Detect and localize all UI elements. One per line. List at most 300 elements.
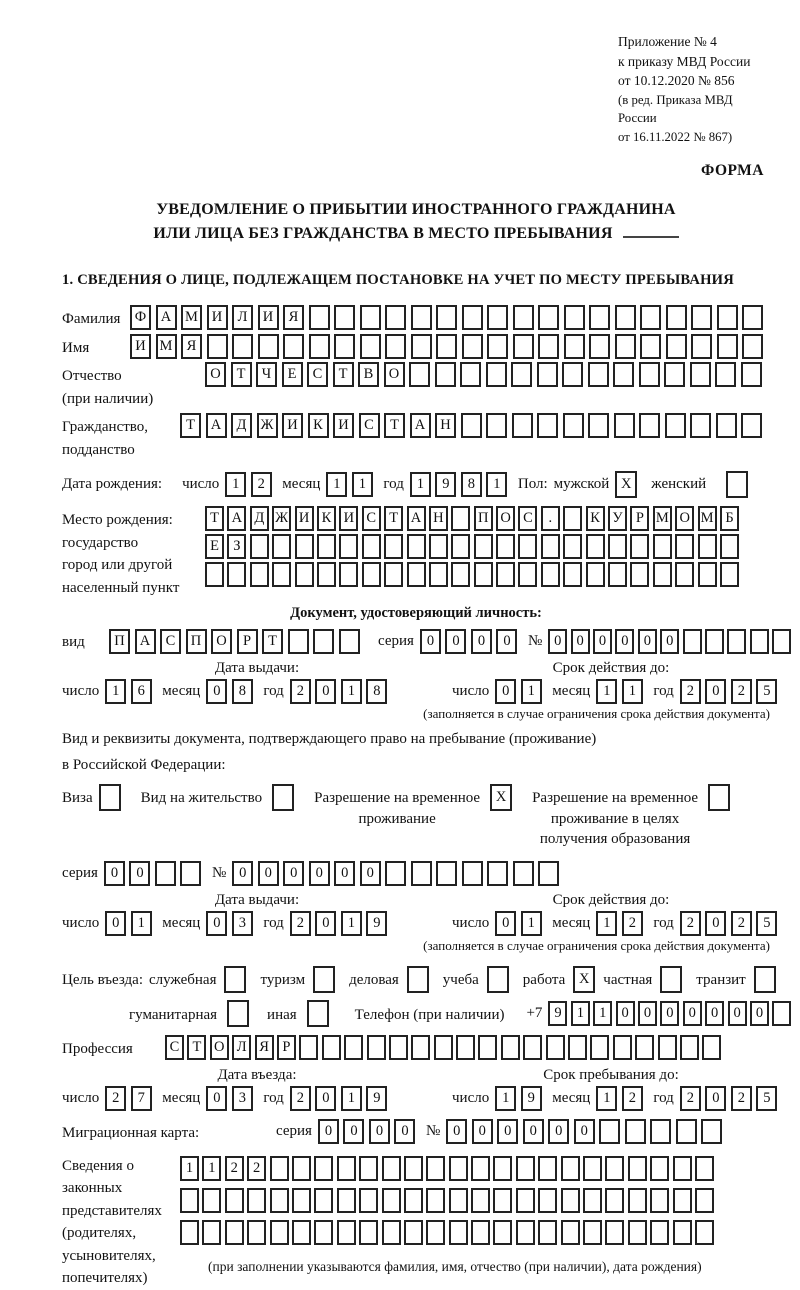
- char-box[interactable]: И: [207, 305, 228, 330]
- char-box[interactable]: [546, 1035, 565, 1060]
- char-box[interactable]: [568, 1035, 587, 1060]
- char-box[interactable]: Н: [429, 506, 448, 531]
- char-box[interactable]: 0: [318, 1119, 339, 1144]
- char-box[interactable]: 1: [495, 1086, 516, 1111]
- char-box[interactable]: [227, 562, 246, 587]
- char-box[interactable]: [564, 334, 585, 359]
- char-box[interactable]: [487, 305, 508, 330]
- char-box[interactable]: 0: [615, 629, 634, 654]
- char-box[interactable]: М: [156, 334, 177, 359]
- char-box[interactable]: 1: [622, 679, 643, 704]
- char-box[interactable]: 8: [461, 472, 482, 497]
- char-box[interactable]: [563, 534, 582, 559]
- char-box[interactable]: [538, 1156, 557, 1181]
- char-box[interactable]: И: [258, 305, 279, 330]
- char-box[interactable]: [474, 534, 493, 559]
- char-box[interactable]: Е: [282, 362, 303, 387]
- char-box[interactable]: 1: [225, 472, 246, 497]
- char-box[interactable]: [314, 1156, 333, 1181]
- char-box[interactable]: [563, 562, 582, 587]
- char-box[interactable]: [317, 534, 336, 559]
- char-box[interactable]: X: [573, 966, 595, 993]
- char-box[interactable]: И: [339, 506, 358, 531]
- char-box[interactable]: [436, 861, 457, 886]
- char-box[interactable]: [471, 1156, 490, 1181]
- char-box[interactable]: [653, 562, 672, 587]
- char-box[interactable]: [487, 334, 508, 359]
- char-box[interactable]: [513, 305, 534, 330]
- char-box[interactable]: [715, 362, 736, 387]
- char-box[interactable]: [635, 1035, 654, 1060]
- char-box[interactable]: [650, 1156, 669, 1181]
- char-box[interactable]: С: [359, 413, 380, 438]
- char-box[interactable]: 0: [728, 1001, 747, 1026]
- char-box[interactable]: Д: [250, 506, 269, 531]
- char-box[interactable]: [272, 534, 291, 559]
- char-box[interactable]: [407, 966, 429, 993]
- char-box[interactable]: [429, 534, 448, 559]
- char-box[interactable]: Л: [232, 305, 253, 330]
- char-box[interactable]: [537, 362, 558, 387]
- char-box[interactable]: 2: [731, 1086, 752, 1111]
- char-box[interactable]: [691, 305, 712, 330]
- char-box[interactable]: К: [308, 413, 329, 438]
- char-box[interactable]: А: [227, 506, 246, 531]
- char-box[interactable]: [511, 362, 532, 387]
- char-box[interactable]: 0: [574, 1119, 595, 1144]
- char-box[interactable]: 0: [206, 1086, 227, 1111]
- char-box[interactable]: [588, 413, 609, 438]
- char-box[interactable]: [272, 784, 294, 811]
- char-box[interactable]: [334, 334, 355, 359]
- char-box[interactable]: [360, 334, 381, 359]
- char-box[interactable]: 3: [232, 911, 253, 936]
- char-box[interactable]: 0: [548, 629, 567, 654]
- char-box[interactable]: 0: [495, 911, 516, 936]
- char-box[interactable]: [247, 1188, 266, 1213]
- char-box[interactable]: [337, 1220, 356, 1245]
- char-box[interactable]: [232, 334, 253, 359]
- char-box[interactable]: 0: [309, 861, 330, 886]
- char-box[interactable]: С: [307, 362, 328, 387]
- char-box[interactable]: 0: [571, 629, 590, 654]
- char-box[interactable]: [675, 534, 694, 559]
- char-box[interactable]: 0: [206, 911, 227, 936]
- char-box[interactable]: [359, 1188, 378, 1213]
- char-box[interactable]: [608, 562, 627, 587]
- char-box[interactable]: [583, 1188, 602, 1213]
- char-box[interactable]: 0: [705, 1001, 724, 1026]
- char-box[interactable]: [309, 305, 330, 330]
- char-box[interactable]: [404, 1156, 423, 1181]
- char-box[interactable]: [493, 1156, 512, 1181]
- char-box[interactable]: [270, 1188, 289, 1213]
- char-box[interactable]: [658, 1035, 677, 1060]
- char-box[interactable]: [630, 562, 649, 587]
- char-box[interactable]: [367, 1035, 386, 1060]
- char-box[interactable]: [478, 1035, 497, 1060]
- char-box[interactable]: 1: [202, 1156, 221, 1181]
- char-box[interactable]: [451, 562, 470, 587]
- char-box[interactable]: [614, 413, 635, 438]
- char-box[interactable]: 1: [410, 472, 431, 497]
- char-box[interactable]: А: [156, 305, 177, 330]
- char-box[interactable]: [673, 1188, 692, 1213]
- char-box[interactable]: 0: [616, 1001, 635, 1026]
- char-box[interactable]: 1: [131, 911, 152, 936]
- char-box[interactable]: [640, 334, 661, 359]
- char-box[interactable]: [272, 562, 291, 587]
- char-box[interactable]: [295, 562, 314, 587]
- char-box[interactable]: X: [490, 784, 512, 811]
- char-box[interactable]: [362, 534, 381, 559]
- char-box[interactable]: У: [608, 506, 627, 531]
- char-box[interactable]: [224, 966, 246, 993]
- char-box[interactable]: 1: [352, 472, 373, 497]
- char-box[interactable]: О: [211, 629, 232, 654]
- char-box[interactable]: Ж: [257, 413, 278, 438]
- char-box[interactable]: [742, 334, 763, 359]
- char-box[interactable]: 0: [750, 1001, 769, 1026]
- char-box[interactable]: П: [474, 506, 493, 531]
- char-box[interactable]: 0: [394, 1119, 415, 1144]
- char-box[interactable]: Е: [205, 534, 224, 559]
- char-box[interactable]: [295, 534, 314, 559]
- char-box[interactable]: [625, 1119, 646, 1144]
- char-box[interactable]: [471, 1220, 490, 1245]
- char-box[interactable]: [493, 1188, 512, 1213]
- char-box[interactable]: .: [541, 506, 560, 531]
- char-box[interactable]: [666, 305, 687, 330]
- char-box[interactable]: [247, 1220, 266, 1245]
- char-box[interactable]: [317, 562, 336, 587]
- char-box[interactable]: [334, 305, 355, 330]
- char-box[interactable]: 2: [680, 679, 701, 704]
- char-box[interactable]: [583, 1156, 602, 1181]
- char-box[interactable]: 2: [731, 679, 752, 704]
- char-box[interactable]: [599, 1119, 620, 1144]
- char-box[interactable]: 1: [486, 472, 507, 497]
- char-box[interactable]: [650, 1119, 671, 1144]
- char-box[interactable]: [411, 334, 432, 359]
- char-box[interactable]: И: [282, 413, 303, 438]
- char-box[interactable]: [590, 1035, 609, 1060]
- char-box[interactable]: [666, 334, 687, 359]
- char-box[interactable]: [339, 534, 358, 559]
- char-box[interactable]: [586, 534, 605, 559]
- char-box[interactable]: А: [410, 413, 431, 438]
- char-box[interactable]: [362, 562, 381, 587]
- char-box[interactable]: [337, 1188, 356, 1213]
- char-box[interactable]: К: [586, 506, 605, 531]
- char-box[interactable]: [639, 413, 660, 438]
- char-box[interactable]: С: [165, 1035, 184, 1060]
- char-box[interactable]: [501, 1035, 520, 1060]
- char-box[interactable]: 0: [445, 629, 466, 654]
- char-box[interactable]: Я: [181, 334, 202, 359]
- char-box[interactable]: З: [227, 534, 246, 559]
- char-box[interactable]: М: [698, 506, 717, 531]
- char-box[interactable]: [675, 562, 694, 587]
- char-box[interactable]: [538, 861, 559, 886]
- char-box[interactable]: [385, 305, 406, 330]
- char-box[interactable]: [516, 1156, 535, 1181]
- char-box[interactable]: 0: [232, 861, 253, 886]
- char-box[interactable]: И: [333, 413, 354, 438]
- char-box[interactable]: 0: [283, 861, 304, 886]
- char-box[interactable]: [486, 413, 507, 438]
- char-box[interactable]: [409, 362, 430, 387]
- char-box[interactable]: [695, 1188, 714, 1213]
- char-box[interactable]: [337, 1156, 356, 1181]
- char-box[interactable]: Т: [384, 506, 403, 531]
- char-box[interactable]: [615, 334, 636, 359]
- char-box[interactable]: [270, 1220, 289, 1245]
- char-box[interactable]: [698, 534, 717, 559]
- char-box[interactable]: 5: [756, 679, 777, 704]
- char-box[interactable]: 0: [104, 861, 125, 886]
- char-box[interactable]: 1: [521, 911, 542, 936]
- char-box[interactable]: [640, 305, 661, 330]
- char-box[interactable]: [716, 413, 737, 438]
- char-box[interactable]: [717, 334, 738, 359]
- char-box[interactable]: [720, 562, 739, 587]
- char-box[interactable]: [727, 629, 746, 654]
- char-box[interactable]: [695, 1220, 714, 1245]
- char-box[interactable]: [225, 1220, 244, 1245]
- char-box[interactable]: [250, 534, 269, 559]
- char-box[interactable]: [691, 334, 712, 359]
- char-box[interactable]: [589, 305, 610, 330]
- char-box[interactable]: 0: [105, 911, 126, 936]
- char-box[interactable]: 2: [622, 1086, 643, 1111]
- char-box[interactable]: 7: [131, 1086, 152, 1111]
- char-box[interactable]: [384, 562, 403, 587]
- char-box[interactable]: С: [160, 629, 181, 654]
- char-box[interactable]: [436, 305, 457, 330]
- char-box[interactable]: [512, 413, 533, 438]
- char-box[interactable]: 5: [756, 1086, 777, 1111]
- char-box[interactable]: 9: [366, 911, 387, 936]
- char-box[interactable]: Т: [333, 362, 354, 387]
- char-box[interactable]: [435, 362, 456, 387]
- char-box[interactable]: [205, 562, 224, 587]
- char-box[interactable]: [562, 362, 583, 387]
- char-box[interactable]: 0: [660, 629, 679, 654]
- char-box[interactable]: [487, 861, 508, 886]
- char-box[interactable]: 0: [638, 1001, 657, 1026]
- char-box[interactable]: [742, 305, 763, 330]
- char-box[interactable]: [360, 305, 381, 330]
- char-box[interactable]: [471, 1188, 490, 1213]
- char-box[interactable]: 1: [596, 911, 617, 936]
- char-box[interactable]: [683, 629, 702, 654]
- char-box[interactable]: [673, 1156, 692, 1181]
- char-box[interactable]: [227, 1000, 249, 1027]
- char-box[interactable]: [384, 534, 403, 559]
- char-box[interactable]: [650, 1220, 669, 1245]
- char-box[interactable]: 1: [593, 1001, 612, 1026]
- char-box[interactable]: Ф: [130, 305, 151, 330]
- char-box[interactable]: [436, 334, 457, 359]
- char-box[interactable]: [486, 362, 507, 387]
- char-box[interactable]: 1: [105, 679, 126, 704]
- char-box[interactable]: [516, 1220, 535, 1245]
- char-box[interactable]: [690, 413, 711, 438]
- char-box[interactable]: 0: [683, 1001, 702, 1026]
- char-box[interactable]: [772, 1001, 791, 1026]
- char-box[interactable]: [538, 1220, 557, 1245]
- char-box[interactable]: Н: [435, 413, 456, 438]
- char-box[interactable]: [180, 1220, 199, 1245]
- char-box[interactable]: [513, 861, 534, 886]
- char-box[interactable]: 0: [705, 1086, 726, 1111]
- char-box[interactable]: [429, 562, 448, 587]
- char-box[interactable]: [314, 1220, 333, 1245]
- char-box[interactable]: 1: [596, 1086, 617, 1111]
- char-box[interactable]: [493, 1220, 512, 1245]
- char-box[interactable]: [322, 1035, 341, 1060]
- char-box[interactable]: 0: [315, 1086, 336, 1111]
- char-box[interactable]: [561, 1220, 580, 1245]
- char-box[interactable]: 0: [548, 1119, 569, 1144]
- char-box[interactable]: Р: [237, 629, 258, 654]
- char-box[interactable]: [563, 506, 582, 531]
- char-box[interactable]: [518, 562, 537, 587]
- char-box[interactable]: 1: [341, 679, 362, 704]
- char-box[interactable]: 1: [571, 1001, 590, 1026]
- char-box[interactable]: [496, 562, 515, 587]
- char-box[interactable]: 0: [446, 1119, 467, 1144]
- char-box[interactable]: [650, 1188, 669, 1213]
- char-box[interactable]: [615, 305, 636, 330]
- char-box[interactable]: О: [210, 1035, 229, 1060]
- char-box[interactable]: [586, 562, 605, 587]
- char-box[interactable]: В: [358, 362, 379, 387]
- char-box[interactable]: [717, 305, 738, 330]
- char-box[interactable]: [537, 413, 558, 438]
- char-box[interactable]: [292, 1188, 311, 1213]
- char-box[interactable]: [462, 334, 483, 359]
- char-box[interactable]: [359, 1156, 378, 1181]
- char-box[interactable]: Т: [262, 629, 283, 654]
- char-box[interactable]: 0: [315, 911, 336, 936]
- char-box[interactable]: [630, 534, 649, 559]
- char-box[interactable]: [608, 534, 627, 559]
- char-box[interactable]: Т: [180, 413, 201, 438]
- char-box[interactable]: [451, 506, 470, 531]
- char-box[interactable]: 0: [334, 861, 355, 886]
- char-box[interactable]: [741, 362, 762, 387]
- char-box[interactable]: С: [518, 506, 537, 531]
- char-box[interactable]: [426, 1188, 445, 1213]
- char-box[interactable]: [563, 413, 584, 438]
- char-box[interactable]: [385, 861, 406, 886]
- char-box[interactable]: 0: [495, 679, 516, 704]
- char-box[interactable]: [665, 413, 686, 438]
- char-box[interactable]: Т: [187, 1035, 206, 1060]
- char-box[interactable]: [449, 1188, 468, 1213]
- char-box[interactable]: [701, 1119, 722, 1144]
- char-box[interactable]: 6: [131, 679, 152, 704]
- char-box[interactable]: [561, 1188, 580, 1213]
- char-box[interactable]: [207, 334, 228, 359]
- char-box[interactable]: Я: [255, 1035, 274, 1060]
- char-box[interactable]: [541, 562, 560, 587]
- char-box[interactable]: [313, 966, 335, 993]
- char-box[interactable]: 2: [105, 1086, 126, 1111]
- char-box[interactable]: [411, 1035, 430, 1060]
- char-box[interactable]: [250, 562, 269, 587]
- char-box[interactable]: П: [109, 629, 130, 654]
- char-box[interactable]: [690, 362, 711, 387]
- char-box[interactable]: [225, 1188, 244, 1213]
- char-box[interactable]: [496, 534, 515, 559]
- char-box[interactable]: [726, 471, 748, 498]
- char-box[interactable]: 0: [206, 679, 227, 704]
- char-box[interactable]: К: [317, 506, 336, 531]
- char-box[interactable]: 1: [326, 472, 347, 497]
- char-box[interactable]: 0: [497, 1119, 518, 1144]
- char-box[interactable]: [434, 1035, 453, 1060]
- char-box[interactable]: 9: [366, 1086, 387, 1111]
- char-box[interactable]: [449, 1156, 468, 1181]
- char-box[interactable]: 2: [731, 911, 752, 936]
- char-box[interactable]: [538, 1188, 557, 1213]
- char-box[interactable]: 2: [290, 679, 311, 704]
- char-box[interactable]: [359, 1220, 378, 1245]
- char-box[interactable]: [772, 629, 791, 654]
- char-box[interactable]: [292, 1220, 311, 1245]
- char-box[interactable]: 9: [435, 472, 456, 497]
- char-box[interactable]: Ж: [272, 506, 291, 531]
- char-box[interactable]: 2: [622, 911, 643, 936]
- char-box[interactable]: [605, 1156, 624, 1181]
- char-box[interactable]: [411, 305, 432, 330]
- char-box[interactable]: [314, 1188, 333, 1213]
- char-box[interactable]: [639, 362, 660, 387]
- char-box[interactable]: 0: [369, 1119, 390, 1144]
- char-box[interactable]: 9: [548, 1001, 567, 1026]
- char-box[interactable]: [292, 1156, 311, 1181]
- char-box[interactable]: [750, 629, 769, 654]
- char-box[interactable]: И: [130, 334, 151, 359]
- char-box[interactable]: [382, 1220, 401, 1245]
- char-box[interactable]: М: [181, 305, 202, 330]
- char-box[interactable]: [270, 1156, 289, 1181]
- char-box[interactable]: 2: [247, 1156, 266, 1181]
- char-box[interactable]: [702, 1035, 721, 1060]
- char-box[interactable]: [676, 1119, 697, 1144]
- char-box[interactable]: [407, 562, 426, 587]
- char-box[interactable]: 0: [472, 1119, 493, 1144]
- char-box[interactable]: 0: [638, 629, 657, 654]
- char-box[interactable]: [309, 334, 330, 359]
- char-box[interactable]: 2: [290, 1086, 311, 1111]
- char-box[interactable]: [605, 1220, 624, 1245]
- char-box[interactable]: 0: [523, 1119, 544, 1144]
- char-box[interactable]: [660, 966, 682, 993]
- char-box[interactable]: [613, 1035, 632, 1060]
- char-box[interactable]: 0: [705, 911, 726, 936]
- char-box[interactable]: [411, 861, 432, 886]
- char-box[interactable]: Р: [630, 506, 649, 531]
- char-box[interactable]: [664, 362, 685, 387]
- char-box[interactable]: Ч: [256, 362, 277, 387]
- char-box[interactable]: [382, 1156, 401, 1181]
- char-box[interactable]: 1: [341, 1086, 362, 1111]
- char-box[interactable]: [680, 1035, 699, 1060]
